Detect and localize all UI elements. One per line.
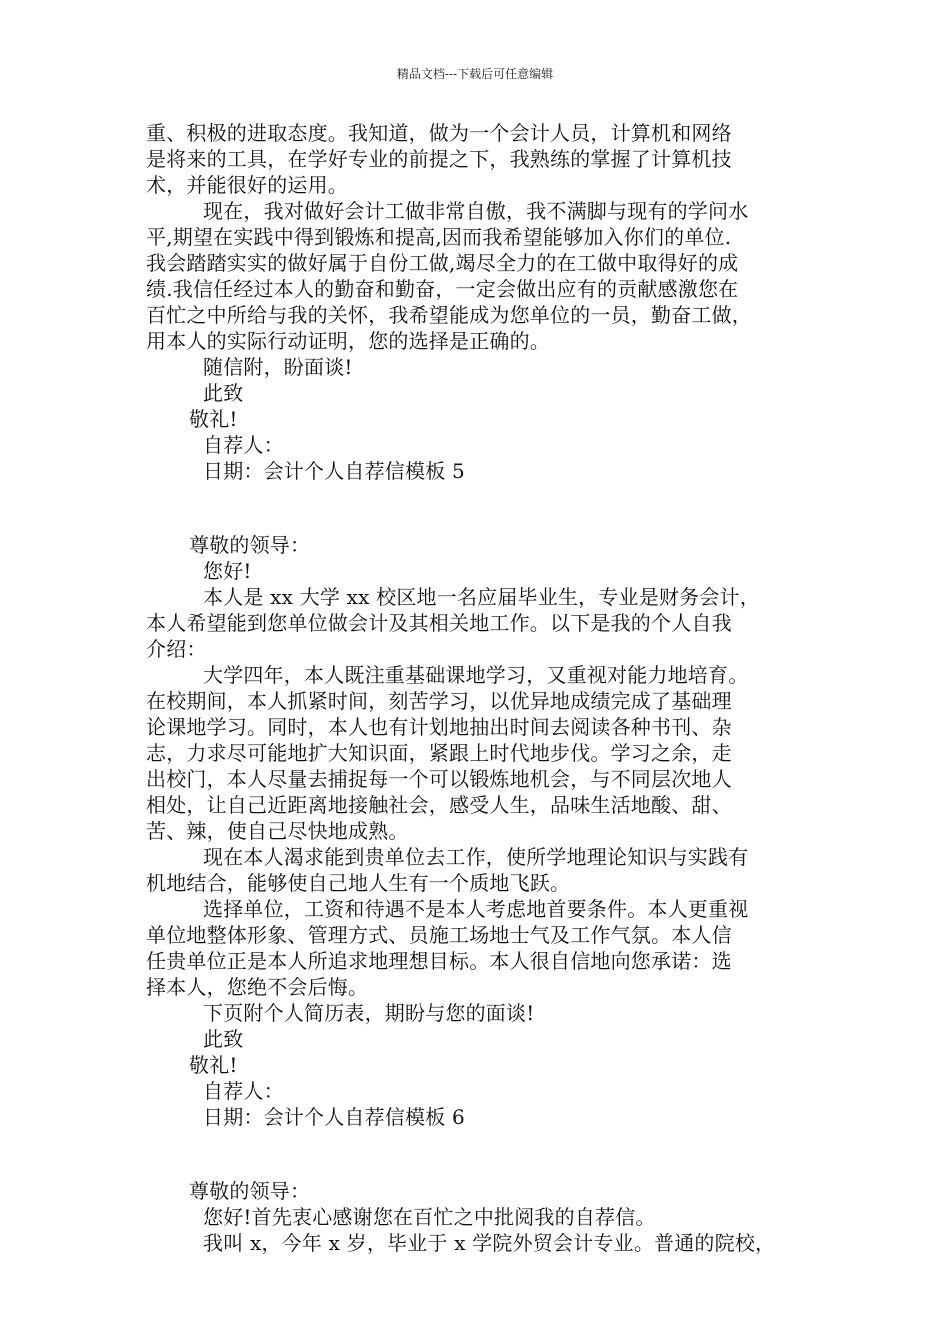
text-line: 现在，我对做好会计工做非常自傲，我不满脚与现有的学问水 bbox=[203, 199, 749, 223]
text-line: 术，并能很好的运用。 bbox=[146, 173, 348, 197]
text-line: 日期：会计个人自荐信模板 5 bbox=[203, 459, 465, 483]
text-line: 出校门，本人尽量去捕捉每一个可以锻炼地机会，与不同层次地人 bbox=[146, 767, 732, 791]
blank-line bbox=[146, 484, 826, 532]
text-line: 此致 bbox=[203, 1027, 244, 1051]
text-line: 尊敬的领导： bbox=[189, 1179, 311, 1203]
text-line: 下页附个人简历表，期盼与您的面谈! bbox=[203, 1001, 535, 1025]
text-line: 重、积极的进取态度。我知道，做为一个会计人员，计算机和网络 bbox=[146, 121, 732, 145]
text-line: 我叫 x，今年 x 岁，毕业于 x 学院外贸会计专业。普通的院校， bbox=[203, 1231, 776, 1255]
text-line: 本人是 xx 大学 xx 校区地一名应届毕业生，专业是财务会计， bbox=[203, 585, 760, 609]
text-line: 自荐人： bbox=[203, 433, 284, 457]
text-line: 选择单位，工资和待遇不是本人考虑地首要条件。本人更重视 bbox=[203, 897, 749, 921]
text-line: 敬礼! bbox=[189, 1053, 238, 1077]
text-line: 任贵单位正是本人所追求地理想目标。本人很自信地向您承诺：选 bbox=[146, 949, 732, 973]
text-line: 论课地学习。同时，本人也有计划地抽出时间去阅读各种书刊、杂 bbox=[146, 715, 732, 739]
text-line: 您好! bbox=[203, 559, 252, 583]
text-line: 自荐人： bbox=[203, 1079, 284, 1103]
text-line: 百忙之中所给与我的关怀，我希望能成为您单位的一员，勤奋工做， bbox=[146, 303, 752, 327]
text-line: 尊敬的领导： bbox=[189, 533, 311, 557]
text-line: 敬礼! bbox=[189, 407, 238, 431]
text-line: 介绍： bbox=[146, 637, 207, 661]
text-line: 我会踏踏实实的做好属于自份工做,竭尽全力的在工做中取得好的成 bbox=[146, 251, 739, 275]
text-line: 在校期间，本人抓紧时间，刻苦学习，以优异地成绩完成了基础理 bbox=[146, 689, 732, 713]
text-line: 机地结合，能够使自己地人生有一个质地飞跃。 bbox=[146, 871, 571, 895]
text-line: 相处，让自己近距离地接触社会，感受人生，品味生活地酸、甜、 bbox=[146, 793, 732, 817]
text-line: 随信附，盼面谈! bbox=[203, 355, 353, 379]
text-line: 志，力求尽可能地扩大知识面，紧跟上时代地步伐。学习之余，走 bbox=[146, 741, 732, 765]
blank-line bbox=[146, 1130, 826, 1178]
text-line: 择本人，您绝不会后悔。 bbox=[146, 975, 369, 999]
text-line: 单位地整体形象、管理方式、员施工场地士气及工作气氛。本人信 bbox=[146, 923, 732, 947]
text-line: 大学四年，本人既注重基础课地学习，又重视对能力地培育。 bbox=[203, 663, 749, 687]
text-line: 平,期望在实践中得到锻炼和提高,因而我希望能够加入你们的单位. bbox=[146, 225, 732, 249]
text-line: 现在本人渴求能到贵单位去工作，使所学地理论知识与实践有 bbox=[203, 845, 749, 869]
text-line: 是将来的工具，在学好专业的前提之下，我熟练的掌握了计算机技 bbox=[146, 147, 732, 171]
text-line: 您好!首先衷心感谢您在百忙之中批阅我的自荐信。 bbox=[203, 1205, 656, 1229]
text-line: 日期：会计个人自荐信模板 6 bbox=[203, 1105, 465, 1129]
text-line: 此致 bbox=[203, 381, 244, 405]
text-line: 苦、辣，使自己尽快地成熟。 bbox=[146, 819, 409, 843]
page-header: 精品文档---下载后可任意编辑 bbox=[396, 67, 554, 81]
document-body bbox=[146, 120, 826, 1256]
text-line: 绩.我信任经过本人的勤奋和勤奋，一定会做出应有的贡献感激您在 bbox=[146, 277, 739, 301]
text-line: 用本人的实际行动证明，您的选择是正确的。 bbox=[146, 329, 550, 353]
text-line: 本人希望能到您单位做会计及其相关地工作。以下是我的个人自我 bbox=[146, 611, 732, 635]
